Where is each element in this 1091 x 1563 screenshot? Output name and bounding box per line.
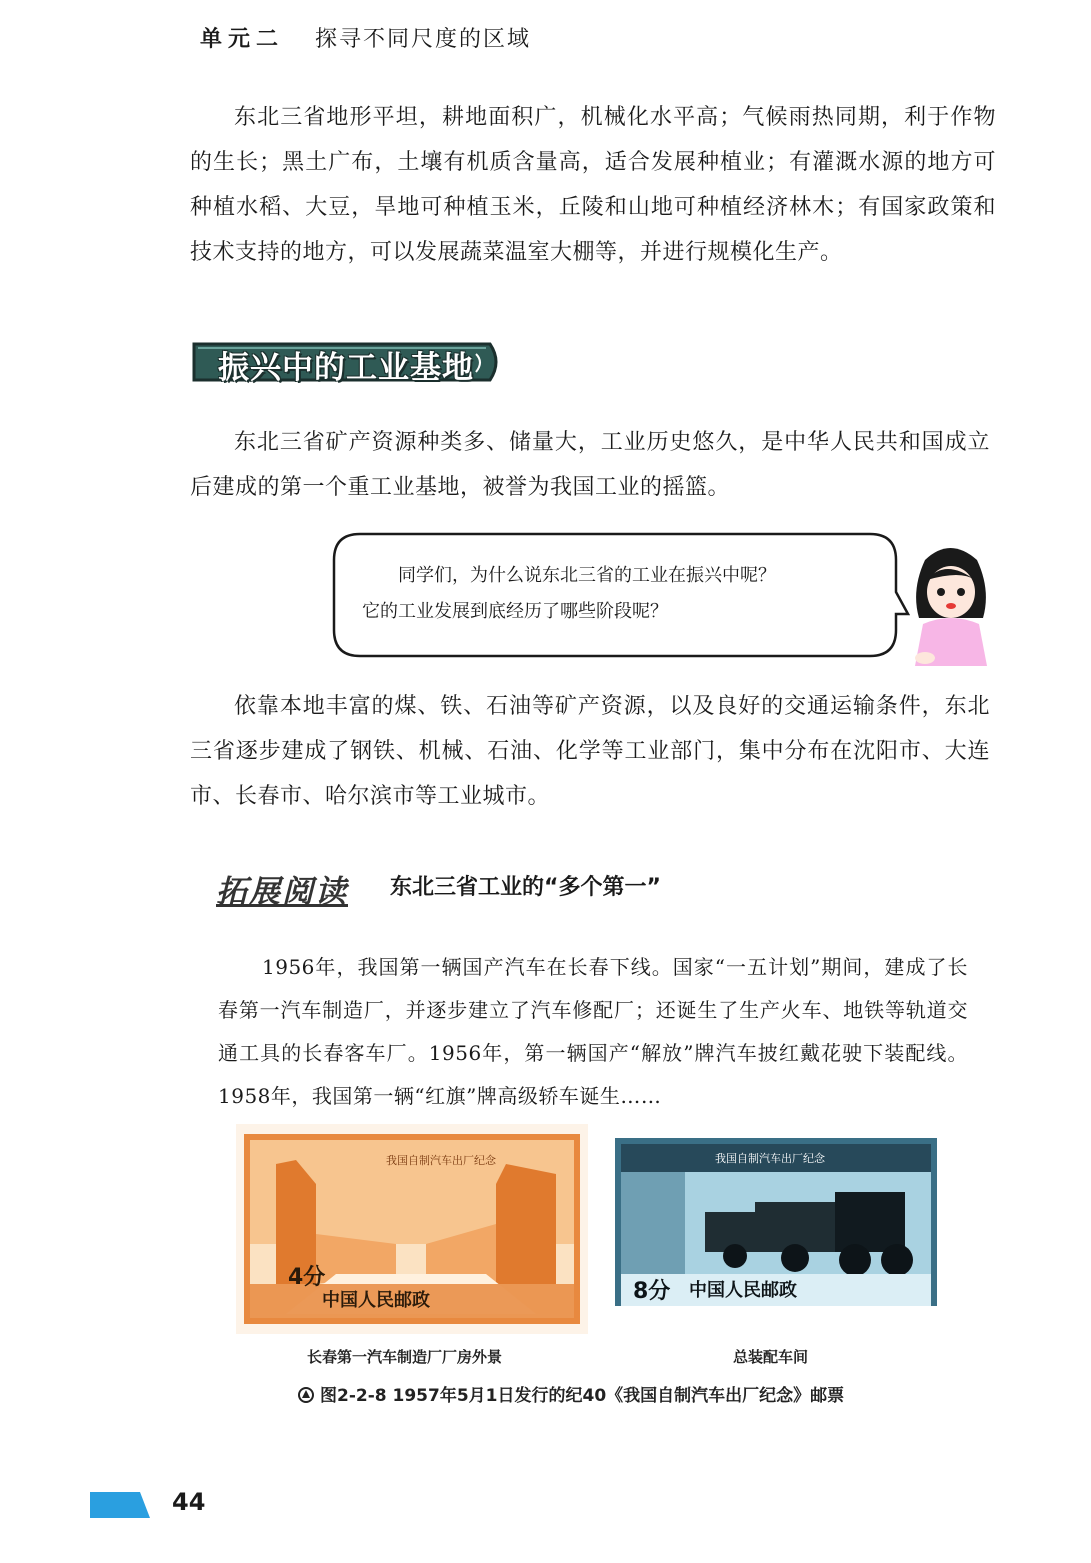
paragraph-agriculture: 东北三省地形平坦，耕地面积广，机械化水平高；气候雨热同期，利于作物的生长；黑土广布，土壤有机质含量高，适合发展种植业；有灌溉水源的地方可种植水稻、大豆，旱地可种植玉米，丘陵和山地可种植经济林木；有国家政策和技术支持的地方，可以发展蔬菜温室大棚等，并进行规模化生产。: [190, 105, 996, 265]
girl-illustration: [905, 540, 995, 670]
stamp1-value: 4分: [288, 1265, 326, 1290]
paragraph-industry-distribution: 依靠本地丰富的煤、铁、石油等矿产资源，以及良好的交通运输条件，东北三省逐步建成了钢铁、机械、石油、化学等工业部门，集中分布在沈阳市、大连市、长春市、哈尔滨市等工业城市。: [190, 694, 990, 809]
stamp2-heading: 我国自制汽车出厂纪念: [715, 1152, 825, 1165]
figure-marker-icon: [298, 1387, 314, 1403]
stamp1-heading: 我国自制汽车出厂纪念: [386, 1154, 496, 1167]
bubble-line-1: 同学们，为什么说东北三省的工业在振兴中呢？: [398, 565, 776, 586]
stamp2-country: 中国人民邮政: [689, 1280, 797, 1301]
speech-bubble-text: [362, 558, 862, 630]
stamp1-caption: 长春第一汽车制造厂厂房外景: [307, 1348, 503, 1366]
figure-caption: [298, 1381, 844, 1406]
stamp2-caption: 总装配车间: [733, 1348, 809, 1366]
stamp-assembly-workshop: [605, 1132, 943, 1322]
page-tab-marker: [88, 1490, 152, 1520]
unit-label: 单元二: [200, 27, 285, 52]
page-header: [200, 22, 531, 53]
extended-reading-text: 1956年，我国第一辆国产汽车在长春下线。国家“一五计划”期间，建成了长春第一汽车制造厂，并逐步建立了汽车修配厂；还诞生了生产火车、地铁等轨道交通工具的长春客车厂。1956年，第一辆国产“解放”牌汽车披红戴花驶下装配线。1958年，我国第一辆“红旗”牌高级轿车诞生……: [218, 955, 968, 1108]
extended-reading-title: 东北三省工业的“多个第一”: [390, 875, 661, 900]
bubble-line-2: 它的工业发展到底经历了哪些阶段呢？: [362, 601, 668, 622]
figure-caption-text: 图2-2-8 1957年5月1日发行的纪40《我国自制汽车出厂纪念》邮票: [320, 1386, 845, 1406]
page-number: 44: [172, 1488, 206, 1516]
section-title: 振兴中的工业基地: [218, 350, 474, 386]
unit-title: 探寻不同尺度的区域: [315, 27, 532, 52]
paragraph-industry-intro: 东北三省矿产资源种类多、储量大，工业历史悠久，是中华人民共和国成立后建成的第一个重工业基地，被誉为我国工业的摇篮。: [190, 430, 990, 500]
stamp-factory-exterior: [236, 1124, 588, 1334]
extended-reading-label: 拓展阅读: [216, 874, 348, 910]
stamp1-country: 中国人民邮政: [322, 1290, 430, 1311]
stamp2-value: 8分: [633, 1279, 671, 1304]
